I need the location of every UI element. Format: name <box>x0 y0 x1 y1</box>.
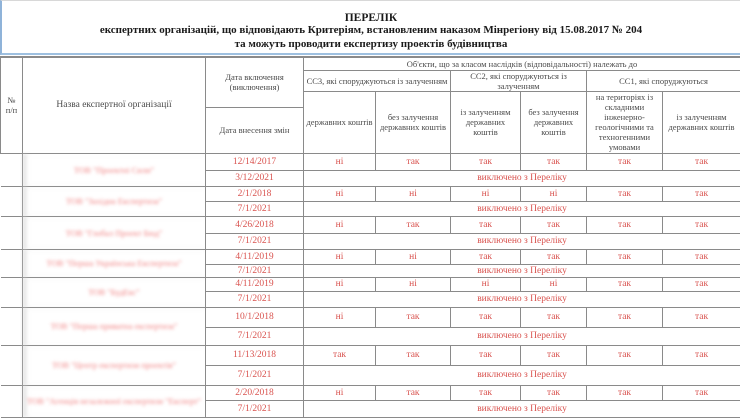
row-number <box>1 186 23 216</box>
excluded-label: виключено з Переліку <box>304 264 740 277</box>
permission-value: так <box>521 249 587 264</box>
inclusion-date: 2/1/2018 <box>206 186 304 201</box>
header-date-inclusion: Дата включення (виключення) <box>206 57 304 107</box>
inclusion-date: 4/26/2018 <box>206 216 304 233</box>
permission-value: так <box>663 153 740 170</box>
permission-value: так <box>521 345 587 365</box>
permission-value: ні <box>521 186 587 201</box>
header-cc2-no-state-funds: без залучення державних коштів <box>521 91 587 153</box>
header-cc1-complex-territories: на територіях із складними інженерно-геологічними та техногенними умовами <box>587 91 663 153</box>
header-cc2: СС2, які споруджуються із залученням <box>451 70 587 91</box>
org-name: ТОВ "Перша Українська Експертиза" <box>23 249 206 277</box>
row-number <box>1 153 23 186</box>
expert-organizations-table <box>0 56 740 418</box>
excluded-label: виключено з Переліку <box>304 327 740 345</box>
permission-value: так <box>587 385 663 400</box>
exclusion-date: 3/12/2021 <box>206 170 304 186</box>
permission-value: так <box>376 385 451 400</box>
document-subtitle-line2: та можуть проводити експертизу проектів будівництва <box>2 38 740 50</box>
permission-value: так <box>376 345 451 365</box>
permission-value: ні <box>304 307 376 327</box>
inclusion-date: 11/13/2018 <box>206 345 304 365</box>
permission-value: так <box>304 345 376 365</box>
permission-value: так <box>587 216 663 233</box>
row-number <box>1 216 23 249</box>
exclusion-date: 7/1/2021 <box>206 291 304 307</box>
permission-value: так <box>521 216 587 233</box>
permission-value: ні <box>451 186 521 201</box>
row-number <box>1 385 23 417</box>
permission-value: ні <box>304 277 376 291</box>
exclusion-date: 7/1/2021 <box>206 365 304 385</box>
excluded-label: виключено з Переліку <box>304 201 740 216</box>
document-subtitle-line1: експертних організацій, що відповідають Критеріям, встановленим наказом Мінрегіону від 15.08.2017 № 204 <box>2 24 740 36</box>
permission-value: так <box>451 153 521 170</box>
permission-value: так <box>663 216 740 233</box>
permission-value: так <box>587 249 663 264</box>
permission-value: ні <box>451 277 521 291</box>
row-number <box>1 345 23 385</box>
table-row <box>1 216 740 233</box>
table-row <box>1 186 740 201</box>
header-objects: Об'єкти, що за класом наслідків (відповідальності) належать до <box>304 57 740 70</box>
permission-value: так <box>663 385 740 400</box>
permission-value: так <box>663 249 740 264</box>
permission-value: ні <box>304 385 376 400</box>
header-date-change: Дата внесення змін <box>206 107 304 153</box>
header-cc1-state-funds: із залученням державних коштів <box>663 91 740 153</box>
org-name: ТОВ "Центр експертизи проектів" <box>23 345 206 385</box>
permission-value: так <box>587 186 663 201</box>
header-cc2-state-funds: із залученням державних коштів <box>451 91 521 153</box>
permission-value: ні <box>304 153 376 170</box>
row-number <box>1 249 23 277</box>
permission-value: ні <box>304 186 376 201</box>
permission-value: ні <box>304 249 376 264</box>
permission-value: так <box>451 307 521 327</box>
permission-value: так <box>663 307 740 327</box>
permission-value: так <box>451 345 521 365</box>
permission-value: так <box>451 385 521 400</box>
permission-value: так <box>376 307 451 327</box>
document-title: ПЕРЕЛІК <box>2 12 740 24</box>
exclusion-date: 7/1/2021 <box>206 400 304 417</box>
permission-value: так <box>587 153 663 170</box>
inclusion-date: 4/11/2019 <box>206 249 304 264</box>
permission-value: ні <box>521 277 587 291</box>
exclusion-date: 7/1/2021 <box>206 264 304 277</box>
permission-value: так <box>587 307 663 327</box>
excluded-label: виключено з Переліку <box>304 170 740 186</box>
header-number: № п/п <box>1 57 23 153</box>
table-row <box>1 345 740 365</box>
inclusion-date: 2/20/2018 <box>206 385 304 400</box>
permission-value: так <box>376 153 451 170</box>
table-row <box>1 307 740 327</box>
row-number <box>1 307 23 345</box>
permission-value: ні <box>376 277 451 291</box>
permission-value: ні <box>376 249 451 264</box>
header-cc3-state-funds: державних коштів <box>304 91 376 153</box>
exclusion-date: 7/1/2021 <box>206 201 304 216</box>
permission-value: так <box>587 277 663 291</box>
permission-value: так <box>521 153 587 170</box>
permission-value: ні <box>304 216 376 233</box>
inclusion-date: 12/14/2017 <box>206 153 304 170</box>
header-org-name: Назва експертної організації <box>23 57 206 153</box>
permission-value: так <box>521 307 587 327</box>
excluded-label: виключено з Переліку <box>304 400 740 417</box>
header-cc3-no-state-funds: без залучення державних коштів <box>376 91 451 153</box>
row-number <box>1 277 23 307</box>
excluded-label: виключено з Переліку <box>304 291 740 307</box>
exclusion-date: 7/1/2021 <box>206 233 304 249</box>
permission-value: так <box>451 249 521 264</box>
inclusion-date: 10/1/2018 <box>206 307 304 327</box>
org-name: ТОВ "Агенція незалежної експертизи "Експерт" <box>23 385 206 417</box>
org-name: ТОВ "Проектні Сили" <box>23 153 206 186</box>
header-cc1: СС1, які споруджуються <box>587 70 740 91</box>
header-cc3: СС3, які споруджуються із залученням <box>304 70 451 91</box>
permission-value: ні <box>376 186 451 201</box>
permission-value: так <box>587 345 663 365</box>
org-name: ТОВ "Західна Експертиза" <box>23 186 206 216</box>
inclusion-date: 4/11/2019 <box>206 277 304 291</box>
table-row <box>1 249 740 264</box>
excluded-label: виключено з Переліку <box>304 365 740 385</box>
excluded-label: виключено з Переліку <box>304 233 740 249</box>
permission-value: так <box>521 385 587 400</box>
table-row <box>1 277 740 291</box>
exclusion-date: 7/1/2021 <box>206 327 304 345</box>
document-title-block <box>0 0 740 55</box>
table-row <box>1 153 740 170</box>
org-name: ТОВ "Глобал Проект Бюд" <box>23 216 206 249</box>
permission-value: так <box>663 277 740 291</box>
permission-value: так <box>663 345 740 365</box>
permission-value: так <box>451 216 521 233</box>
org-name: ТОВ "БудЕкс" <box>23 277 206 307</box>
permission-value: так <box>376 216 451 233</box>
table-row <box>1 385 740 400</box>
permission-value: так <box>663 186 740 201</box>
org-name: ТОВ "Перша приватна експертиза" <box>23 307 206 345</box>
table-body <box>1 153 740 417</box>
